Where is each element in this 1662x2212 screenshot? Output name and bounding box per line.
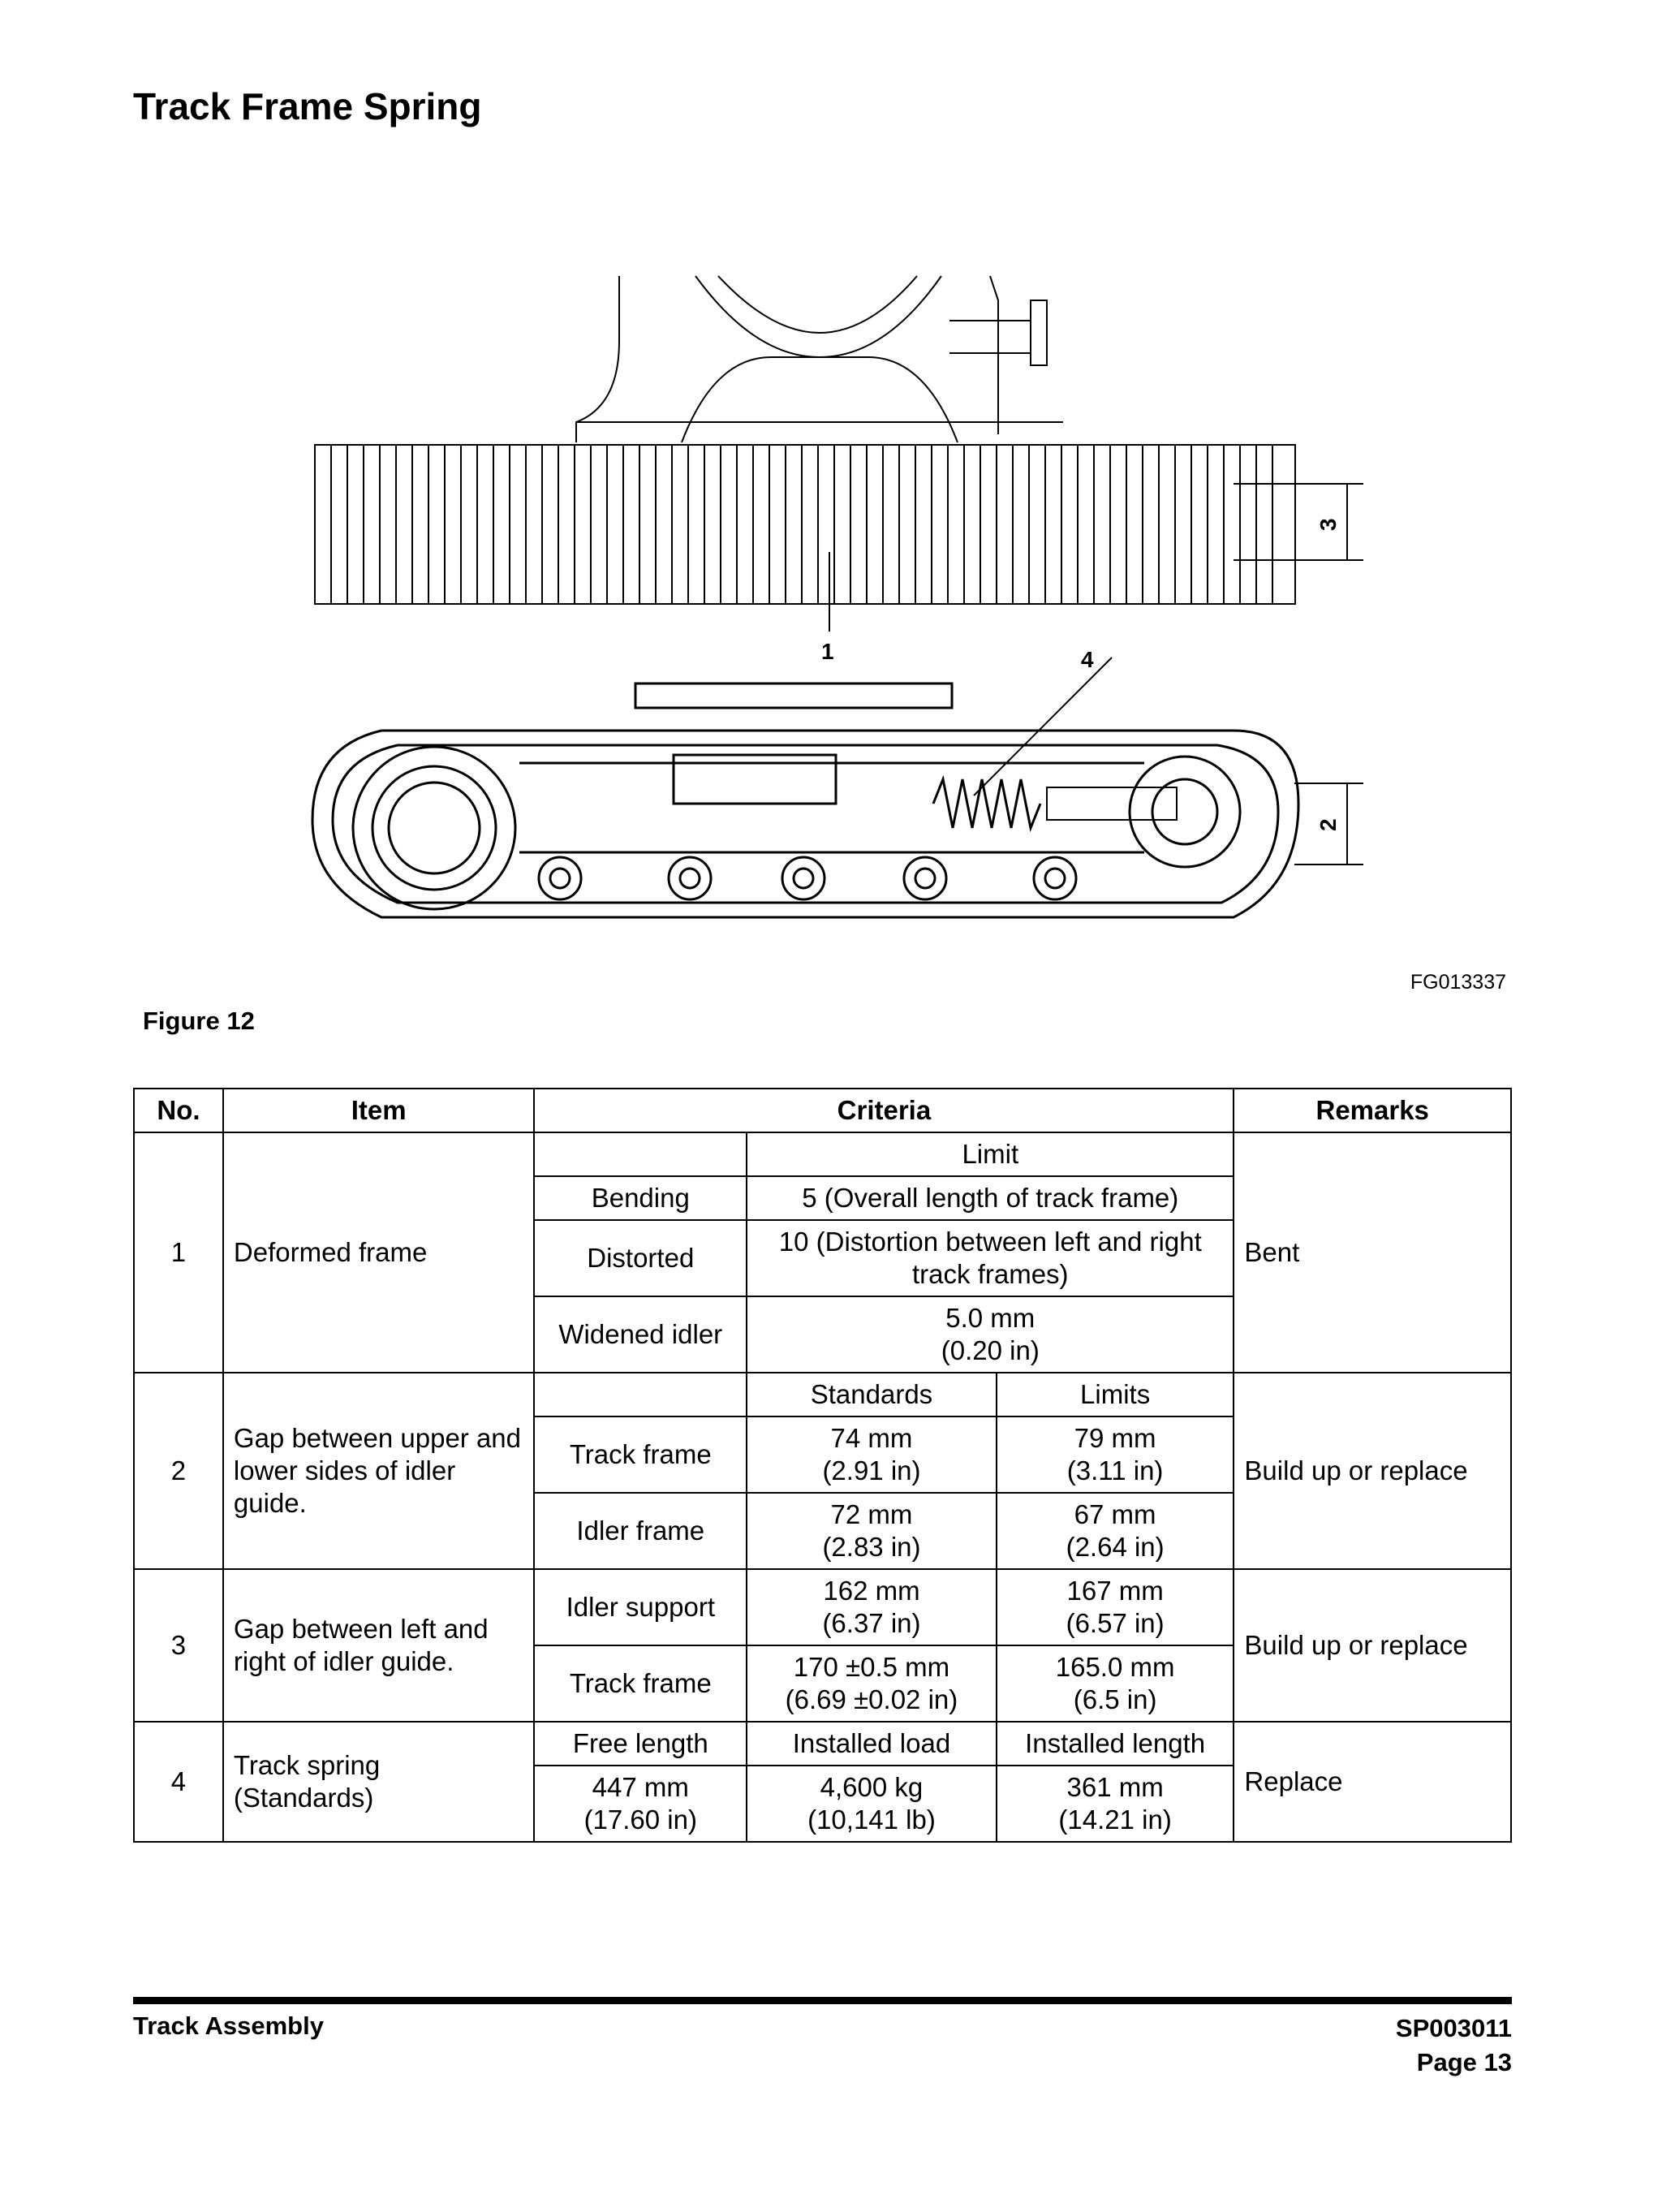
row3-track-frame-standard <box>747 1645 997 1722</box>
value-in: (17.60 in) <box>583 1805 697 1835</box>
callout-3-label: 3 <box>1315 518 1341 531</box>
row3-track-frame-limit <box>997 1645 1234 1722</box>
value-in: (6.5 in) <box>1073 1684 1157 1714</box>
value-in: (3.11 in) <box>1066 1455 1164 1485</box>
header-no: No. <box>134 1089 223 1132</box>
row2-limits-header: Limits <box>997 1373 1234 1416</box>
row3-idler-support-standard <box>747 1569 997 1645</box>
row4-free-length-header: Free length <box>534 1722 747 1766</box>
right-support-outline <box>990 276 998 434</box>
row4-installed-length-value <box>997 1766 1234 1842</box>
track-assembly-drawing <box>300 268 1380 966</box>
row2-idler-frame-standard <box>747 1493 997 1569</box>
page-title: Track Frame Spring <box>133 85 482 127</box>
value-mm: 447 mm <box>592 1772 689 1802</box>
header-remarks: Remarks <box>1234 1089 1511 1132</box>
value-in: (6.57 in) <box>1066 1608 1165 1638</box>
row1-distorted-value: 10 (Distortion between left and right track frames) <box>747 1220 1234 1296</box>
footer-divider <box>133 1997 1512 2004</box>
value-in: (14.21 in) <box>1058 1805 1172 1835</box>
row1-limit-header: Limit <box>747 1132 1234 1176</box>
value-in: (2.83 in) <box>822 1532 921 1562</box>
value-mm: 162 mm <box>823 1576 920 1606</box>
row1-distorted-label: Distorted <box>534 1220 747 1296</box>
row2-idler-frame-limit <box>997 1493 1234 1569</box>
row4-installed-load-value <box>747 1766 997 1842</box>
row1-no: 1 <box>134 1132 223 1373</box>
row2-blank-cell <box>534 1373 747 1416</box>
value-mm: 72 mm <box>830 1499 913 1529</box>
callout-4-label: 4 <box>1081 647 1094 672</box>
footer-doc-code: SP003011 <box>1395 2014 1512 2042</box>
row1-blank-cell <box>534 1132 747 1176</box>
track-shoe-lines <box>331 445 1272 604</box>
value-mm: 74 mm <box>830 1423 913 1453</box>
row2-no: 2 <box>134 1373 223 1569</box>
row3-track-frame-label: Track frame <box>534 1645 747 1722</box>
undercarriage-side-view <box>312 683 1298 917</box>
recoil-cylinder <box>1047 787 1177 820</box>
value-mm: 165.0 mm <box>1055 1652 1175 1682</box>
value-mm: 361 mm <box>1066 1772 1164 1802</box>
row1-widened-value <box>747 1296 1234 1373</box>
linkage-pin-block <box>1031 300 1047 365</box>
value-mm: 79 mm <box>1074 1423 1156 1453</box>
row4-no: 4 <box>134 1722 223 1842</box>
row1-remarks: Bent <box>1234 1132 1511 1373</box>
row2-track-frame-standard <box>747 1416 997 1493</box>
table-header-row <box>134 1089 1511 1132</box>
row2-track-frame-label: Track frame <box>534 1416 747 1493</box>
track-top-view <box>315 445 1295 604</box>
value-kg: 4,600 kg <box>820 1772 924 1802</box>
track-spring-icon <box>933 779 1040 828</box>
value-in: (6.37 in) <box>822 1608 921 1638</box>
table-row <box>134 1373 1511 1416</box>
value-mm: 167 mm <box>1066 1576 1164 1606</box>
row4-remarks: Replace <box>1234 1722 1511 1842</box>
row2-track-frame-limit <box>997 1416 1234 1493</box>
swing-ring-inner <box>718 276 917 333</box>
value-in: (2.64 in) <box>1066 1532 1165 1562</box>
row4-free-length-value <box>534 1766 747 1842</box>
row4-installed-length-header: Installed length <box>997 1722 1234 1766</box>
upper-frame-arch <box>682 357 958 442</box>
footer-page-info <box>1396 2011 1512 2080</box>
row3-idler-support-limit <box>997 1569 1234 1645</box>
row2-item: Gap between upper and lower sides of idler guide. <box>223 1373 535 1569</box>
callout-1-label: 1 <box>821 639 834 664</box>
dimension-3-marker <box>1234 484 1363 560</box>
value-in: (6.69 ±0.02 in) <box>785 1684 958 1714</box>
value-mm: 170 ±0.5 mm <box>793 1652 950 1682</box>
row1-item: Deformed frame <box>223 1132 535 1373</box>
row2-idler-frame-label: Idler frame <box>534 1493 747 1569</box>
callout-2-label: 2 <box>1315 818 1341 831</box>
figure-code: FG013337 <box>1410 971 1506 994</box>
footer-page-number: Page 13 <box>1416 2048 1512 2076</box>
header-criteria: Criteria <box>534 1089 1234 1132</box>
row1-bending-value: 5 (Overall length of track frame) <box>747 1176 1234 1220</box>
criteria-table <box>133 1088 1512 1843</box>
row4-item: Track spring (Standards) <box>223 1722 535 1842</box>
table-row <box>134 1132 1511 1176</box>
row4-installed-load-header: Installed load <box>747 1722 997 1766</box>
row3-idler-support-label: Idler support <box>534 1569 747 1645</box>
row1-widened-in: (0.20 in) <box>941 1335 1040 1365</box>
header-item: Item <box>223 1089 535 1132</box>
table-row <box>134 1569 1511 1645</box>
swing-ring-outer <box>695 276 941 357</box>
row2-standards-header: Standards <box>747 1373 997 1416</box>
row3-no: 3 <box>134 1569 223 1722</box>
track-frame-figure <box>300 268 1380 966</box>
row1-widened-mm: 5.0 mm <box>945 1303 1036 1333</box>
callout-4-leader <box>974 658 1112 796</box>
footer-section-title: Track Assembly <box>133 2011 324 2040</box>
row2-remarks: Build up or replace <box>1234 1373 1511 1569</box>
value-mm: 67 mm <box>1074 1499 1156 1529</box>
boom-support-outline <box>576 276 619 442</box>
row1-bending-label: Bending <box>534 1176 747 1220</box>
table-row <box>134 1722 1511 1766</box>
row3-remarks: Build up or replace <box>1234 1569 1511 1722</box>
row3-item: Gap between left and right of idler guide. <box>223 1569 535 1722</box>
value-in: (2.91 in) <box>822 1455 921 1485</box>
value-lb: (10,141 lb) <box>807 1805 936 1835</box>
figure-caption: Figure 12 <box>143 1007 255 1035</box>
row1-widened-label: Widened idler <box>534 1296 747 1373</box>
